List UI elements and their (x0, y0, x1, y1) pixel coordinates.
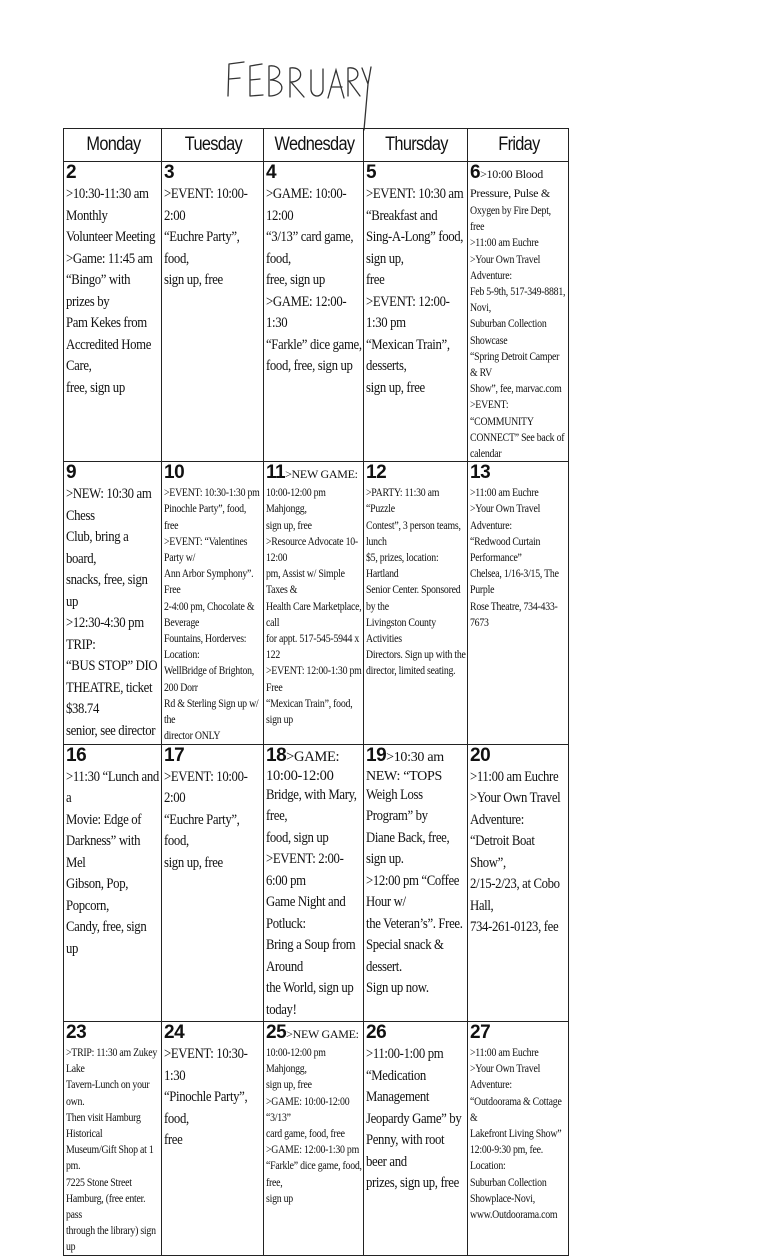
weekday-header-row (64, 129, 569, 162)
month-title (222, 52, 372, 132)
day-events: >NEW: 10:30 am Chess Club, bring a board, snacks, free, sign up >12:30-4:30 pm TRIP: “BUS STOP” DIO THEATRE, ticket $38.74 senior, see director (66, 486, 158, 739)
day-number: 16 (66, 744, 87, 766)
day-event-lead: >10:30 am NEW: “TOPS (366, 749, 444, 784)
day-number: 20 (470, 744, 491, 766)
day-events: Oxygen by Fire Dept, free >11:00 am Euchre >Your Own Travel Adventure: Feb 5-9th, 517-349-8881, Novi, Suburban Collection Showcase “Spring Detroit Camper & RV Show”, fee, marvac.com >EVENT: “COMMUNITY CONNECT” See back of calendar (470, 203, 566, 461)
month-handwriting-text (222, 52, 372, 132)
day-events: >11:00 am Euchre >Your Own Travel Adventure: “Outdoorama & Cottage & Lakefront Living Show” 12:00-9:30 pm, fee. Location: Suburban Collection Showplace-Novi, www.Outdoorama.com (470, 1045, 562, 1222)
day-events: Weigh Loss Program” by Diane Back, free, sign up. >12:00 pm “Coffee Hour w/ the Veteran’s”. Free. Special snack & dessert. Sign up now. (366, 786, 463, 996)
day-number: 24 (164, 1022, 185, 1043)
day-cell (64, 462, 162, 744)
day-cell (468, 1022, 569, 1256)
day-cell (162, 1022, 264, 1256)
day-cell (468, 462, 569, 744)
day-cell (64, 744, 162, 1022)
day-number: 19 (366, 744, 387, 766)
day-number: 27 (470, 1022, 491, 1043)
day-number: 17 (164, 744, 185, 766)
header-friday: Friday (475, 129, 562, 162)
day-cell (264, 162, 364, 462)
day-cell (264, 744, 364, 1022)
day-events: >11:00 am Euchre >Your Own Travel Adventure: “Detroit Boat Show”, 2/15-2/23, at Cobo Hall, 734-261-0123, fee (470, 768, 561, 935)
day-number: 9 (66, 462, 77, 484)
day-number: 25 (266, 1022, 287, 1043)
day-number: 23 (66, 1022, 87, 1043)
day-event-lead: >10:00 Blood Pressure, Pulse & (470, 167, 550, 200)
day-events: >11:00 am Euchre >Your Own Travel Adventure: “Redwood Curtain Performance” Chelsea, 1/16-3/15, The Purple Rose Theatre, 734-433-7673 (470, 485, 559, 629)
day-events: >EVENT: 10:00-2:00 “Euchre Party”, food, sign up, free (164, 186, 248, 288)
day-number: 4 (266, 162, 277, 183)
day-cell (364, 744, 468, 1022)
day-cell (64, 1022, 162, 1256)
week-row (64, 744, 569, 1022)
day-number: 12 (366, 462, 387, 484)
day-number: 10 (164, 462, 185, 484)
day-number: 5 (366, 162, 377, 183)
day-cell (364, 1022, 468, 1256)
day-events: >11:30 “Lunch and a Movie: Edge of Darkness” with Mel Gibson, Pop, Popcorn, Candy, free, sign up (66, 768, 159, 957)
day-events: Bridge, with Mary, free, food, sign up >EVENT: 2:00-6:00 pm Game Night and Potluck: Bring a Soup from Around the World, sign up today! (266, 786, 357, 1018)
header-tuesday: Tuesday (169, 129, 257, 162)
day-cell (364, 162, 468, 462)
day-number: 18 (266, 744, 287, 766)
day-cell (162, 744, 264, 1022)
day-number: 2 (66, 162, 77, 183)
header-monday: Monday (70, 129, 154, 162)
day-events: >EVENT: 10:30-1:30 “Pinochle Party”, food, free (164, 1046, 248, 1148)
day-number: 3 (164, 162, 175, 183)
day-cell (264, 1022, 364, 1256)
day-events: >11:00-1:00 pm “Medication Management Jeopardy Game” by Penny, with root beer and prizes, sign up, free (366, 1046, 462, 1191)
day-cell (364, 462, 468, 744)
day-cell (468, 744, 569, 1022)
day-events: >EVENT: 10:30-1:30 pm Pinochle Party”, food, free >EVENT: “Valentines Party w/ Ann Arbor Symphony”. Free 2-4:00 pm, Chocolate & Beverage Fountains, Horderves: Location: WellBridge of Brighton, 200 Dorr Rd & Sterling Sign up w/ the director ONLY (164, 485, 260, 743)
day-events: >GAME: 10:00-12:00 “3/13” card game, food, free, sign up >GAME: 12:00-1:30 “Farkle” dice game, food, free, sign up (266, 186, 362, 374)
day-cell (162, 462, 264, 744)
calendar-grid (63, 128, 569, 1256)
day-cell (468, 162, 569, 462)
day-number: 6 (470, 162, 481, 183)
day-events: >EVENT: 10:00-2:00 “Euchre Party”, food, sign up, free (164, 768, 248, 871)
day-number: 11 (266, 462, 286, 484)
day-events: >10:30-11:30 am Monthly Volunteer Meeting >Game: 11:45 am “Bingo” with prizes by Pam Kekes from Accredited Home Care, free, sign up (66, 186, 156, 396)
day-cell (64, 162, 162, 462)
day-events: >PARTY: 11:30 am “Puzzle Contest”, 3 person teams, lunch $5, prizes, location: Hartland Senior Center. Sponsored by the Livingston County Activities Directors. Sign up with the director, limited seating. (366, 485, 466, 678)
week-row (64, 462, 569, 744)
header-thursday: Thursday (371, 129, 460, 162)
week-row (64, 1022, 569, 1256)
day-cell (162, 162, 264, 462)
day-number: 26 (366, 1022, 387, 1043)
day-event-lead: >GAME: 10:00-12:00 (266, 748, 340, 784)
day-events: 10:00-12:00 pm Mahjongg, sign up, free >GAME: 10:00-12:00 “3/13” card game, food, free >GAME: 12:00-1:30 pm “Farkle” dice game, food, free, sign up (266, 1045, 362, 1205)
day-events: >EVENT: 10:30 am “Breakfast and Sing-A-Long” food, sign up, free >EVENT: 12:00-1:30 pm “Mexican Train”, desserts, sign up, free (366, 186, 464, 396)
day-number: 13 (470, 462, 491, 484)
day-cell (264, 462, 364, 744)
header-wednesday: Wednesday (271, 129, 357, 162)
day-events: >TRIP: 11:30 am Zukey Lake Tavern-Lunch on your own. Then visit Hamburg Historical Museum/Gift Shop at 1 pm. 7225 Stone Street Hamburg, (free enter. pass through the library) sign up (66, 1045, 158, 1254)
day-events: 10:00-12:00 pm Mahjongg, sign up, free >Resource Advocate 10-12:00 pm, Assist w/ Simple Taxes & Health Care Marketplace, call for appt. 517-545-5944 x 122 >EVENT: 12:00-1:30 pm Free “Mexican Train”, food, sign up (266, 485, 362, 727)
day-event-lead: >NEW GAME: (285, 467, 358, 482)
day-event-lead: >NEW GAME: (286, 1027, 359, 1041)
week-row (64, 162, 569, 462)
